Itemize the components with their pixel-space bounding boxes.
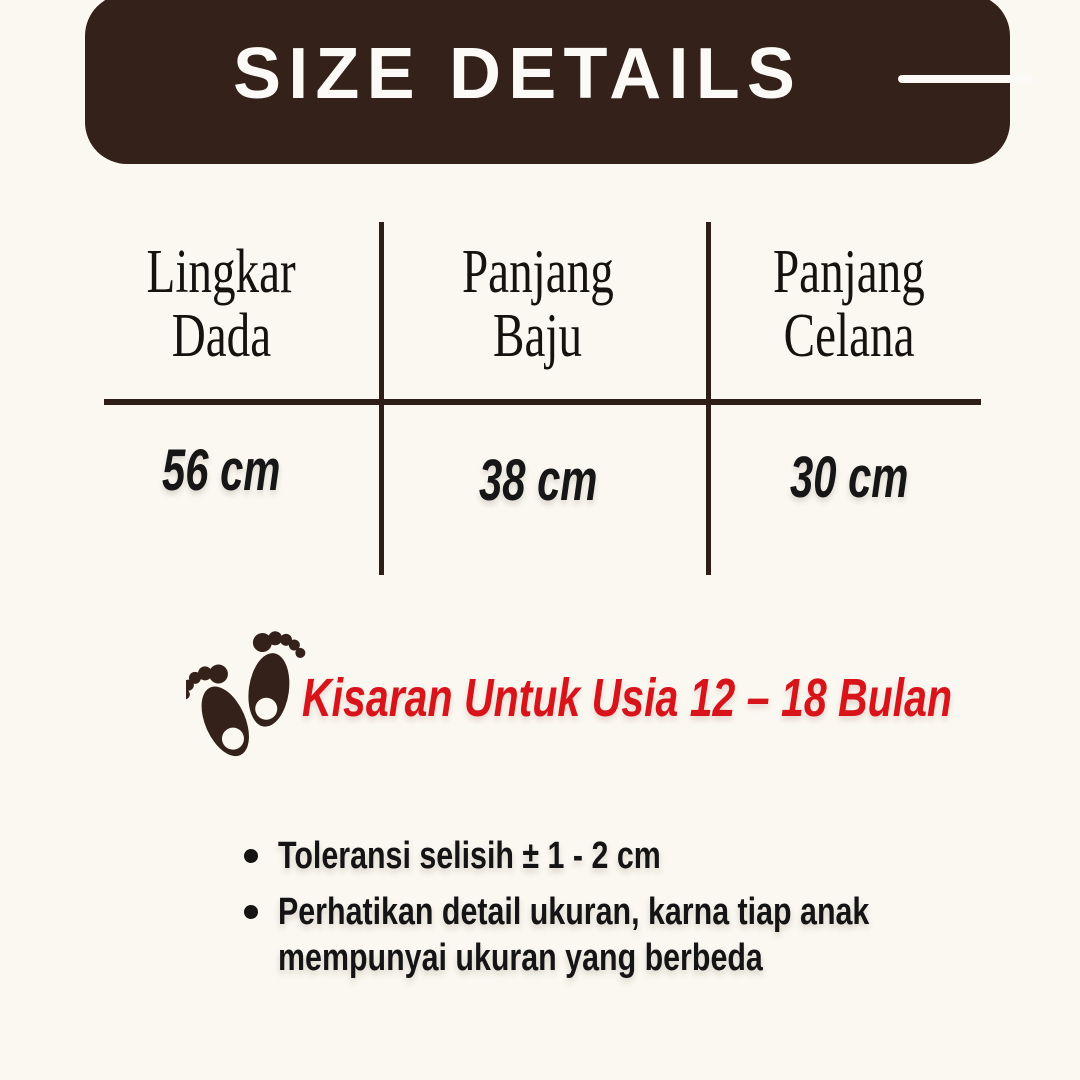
column-header-line: Lingkar [146,238,297,306]
column-header-line: Panjang [462,238,614,306]
column-header-lingkar-dada [64,240,379,368]
list-item [244,833,1017,879]
value-panjang-celana: 30 cm [789,445,909,510]
table-header-rule [104,399,981,405]
note-line: Perhatikan detail ukuran, karna tiap anak [278,891,870,933]
column-header-line: Dada [171,302,272,370]
header-dash-line [898,75,1033,83]
column-header-line: Celana [783,302,915,370]
bullet-dot [244,905,258,919]
note-text [278,889,869,981]
age-range-text: Kisaran Untuk Usia 12 – 18 Bulan [302,668,953,728]
value-lingkar-dada: 56 cm [162,438,281,503]
column-header-panjang-celana [714,240,984,368]
page-title: SIZE DETAILS [233,34,803,114]
header-banner [85,0,1010,164]
note-text [278,833,661,879]
list-item [244,889,1017,981]
notes-list [244,833,1017,991]
column-header-panjang-baju [384,240,692,368]
note-line: Toleransi selisih ± 1 - 2 cm [278,835,661,877]
note-line: mempunyai ukuran yang berbeda [278,937,763,979]
column-header-line: Baju [493,302,583,370]
bullet-dot [244,849,258,863]
value-panjang-baju: 38 cm [478,448,598,513]
column-header-line: Panjang [773,238,925,306]
baby-feet-icon [186,626,306,766]
